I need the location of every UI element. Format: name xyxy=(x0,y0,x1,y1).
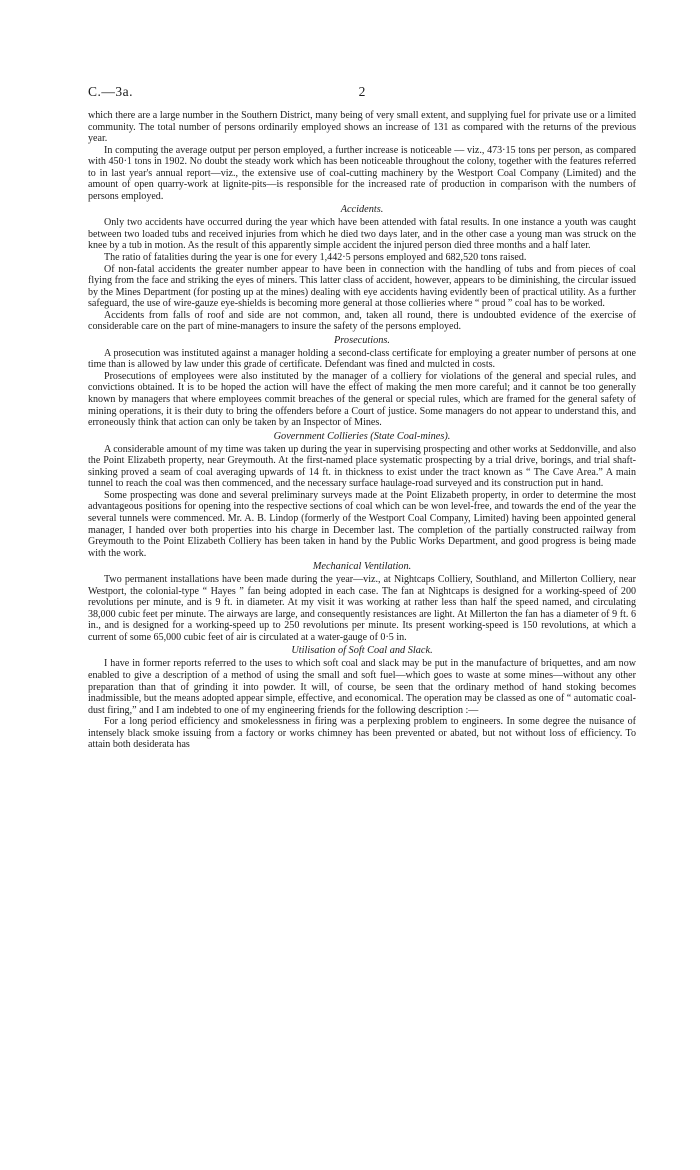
paragraph: Accidents from falls of roof and side are not common, and, taken all round, there is undoubted evidence of the exercise of considerable care on the part of mine-managers to insure the safety of the persons employed. xyxy=(88,309,636,333)
paragraph: Only two accidents have occurred during the year which have been attended with fatal results. In one instance a youth was caught between two loaded tubs and received injuries from which he died two days later, and in the other case a young man was struck on the knee by a tub in motion. As the result of this apparently simple accident the injured person died three months and a half later. xyxy=(88,217,636,252)
paragraph: For a long period efficiency and smokelessness in firing was a perplexing problem to engineers. In some degree the nuisance of intensely black smoke issuing from a factory or works chimney has been prevented or abated, but not without loss of efficiency. To attain both desiderata has xyxy=(88,716,636,751)
section-heading-government-collieries: Government Collieries (State Coal-mines). xyxy=(273,430,451,442)
paragraph: The ratio of fatalities during the year is one for every 1,442·5 persons employed and 682,520 tons raised. xyxy=(104,252,527,264)
document-body xyxy=(88,110,636,751)
paragraph: I have in former reports referred to the uses to which soft coal and slack may be put in the manufacture of briquettes, and am now enabled to give a description of a method of using the small and soft fuel—which goes to waste at some mines—without any other preparation than that of grinding it into powder. It will, of course, be seen that the ordinary method of hand stoking becomes inadmissible, but the means adopted appear simple, effective, and economical. The operation may be classed as one of “ automatic coal-dust firing,” and I am indebted to one of my engineering friends for the following description :— xyxy=(88,658,636,716)
section-heading-mechanical-ventilation: Mechanical Ventilation. xyxy=(312,561,412,573)
paragraph: Prosecutions of employees were also instituted by the manager of a colliery for violations of the general and special rules, and convictions obtained. It is to be hoped the action will have the effect of making the men more careful; and it cannot be too generally known by managers that where employees commit breaches of the general or special rules, which are framed for the general safety of mining operations, it is their duty to bring the offenders before a Court of justice. Some managers do not appear to understand this, and erroneously think that action can only be taken by an Inspector of Mines. xyxy=(88,370,636,429)
paragraph: In computing the average output per person employed, a further increase is noticeable — viz., 473·15 tons per person, as compared with 450·1 tons in 1902. No doubt the steady work which has been noticeable throughout the colony, together with the features referred to in last year's annual report—viz., the extensive use of coal-cutting machinery by the Westport Coal Company (Limited) and the amount of open quarry-work at lignite-pits—is responsible for the increased rate of production in comparison with the numbers of persons employed. xyxy=(88,144,636,202)
page-header xyxy=(88,84,636,106)
section-heading-prosecutions: Prosecutions. xyxy=(334,334,390,346)
paragraph: A considerable amount of my time was taken up during the year in supervising prospecting and other works at Seddonville, and also the Point Elizabeth property, near Greymouth. At the first-named place systematic prospecting by a trial drive, borings, and trial shaft-sinking proved a seam of coal averaging upwards of 14 ft. in thickness to exist under the tract known as “ The Cave Area.” A main tunnel to reach the coal was then commenced, and the necessary surface haulage-road surveyed and its construction put in hand. xyxy=(88,443,636,490)
paragraph: which there are a large number in the Southern District, many being of very small extent, and supplying fuel for private use or a limited community. The total number of persons ordinarily employed shows an increase of 131 as compared with the returns of the previous year. xyxy=(88,110,636,145)
paragraph: A prosecution was instituted against a manager holding a second-class certificate for employing a greater number of persons at one time than is allowed by law under this grade of certificate. Defendant was fined and mulcted in costs. xyxy=(88,347,636,371)
paragraph: Two permanent installations have been made during the year—viz., at Nightcaps Colliery, Southland, and Millerton Colliery, near Westport, the colonial-type “ Hayes ” fan being adopted in each case. The fan at Nightcaps is designed for a working-speed of 200 revolutions per minute, and is 9 ft. in diameter. At my visit it was working at rather less than half the speed named, and circulating 38,000 cubic feet per minute. The airways are large, and consequently resistances are light. At Millerton the fan has a diameter of 9 ft. 6 in., and is designed for a working-speed up to 250 revolutions per minute. Its present working-speed is 150 revolutions, at which a current of some 65,000 cubic feet of air is circulated at a water-gauge of 0·5 in. xyxy=(88,574,636,643)
section-heading-soft-coal: Utilisation of Soft Coal and Slack. xyxy=(291,645,433,657)
paragraph: Of non-fatal accidents the greater number appear to have been in connection with the handling of tubs and from pieces of coal flying from the face and striking the eyes of miners. This latter class of accident, however, appears to be diminishing, the circular issued by the Mines Department (for posting up at the mines) dealing with eye accidents having evidently been of practical utility. As a further safeguard, the use of wire-gauze eye-shields is becoming more general at those collieries where “ proud ” coal has to be worked. xyxy=(88,263,636,310)
document-reference: C.—3a. xyxy=(88,84,133,99)
paragraph: Some prospecting was done and several preliminary surveys made at the Point Elizabeth property, in order to determine the most advantageous positions for opening into the respective sections of coal which can be won level-free, and towards the end of the year the several tunnels were commenced. Mr. A. B. Lindop (formerly of the Westport Coal Company, Limited) having been appointed general manager, I handed over both properties into his charge in December last. The completion of the partially constructed railway from Greymouth to the Point Elizabeth Colliery has been taken in hand by the Public Works Department, and good progress is being made with the work. xyxy=(88,489,636,559)
section-heading-accidents: Accidents. xyxy=(340,204,384,216)
page-number: 2 xyxy=(358,84,366,99)
